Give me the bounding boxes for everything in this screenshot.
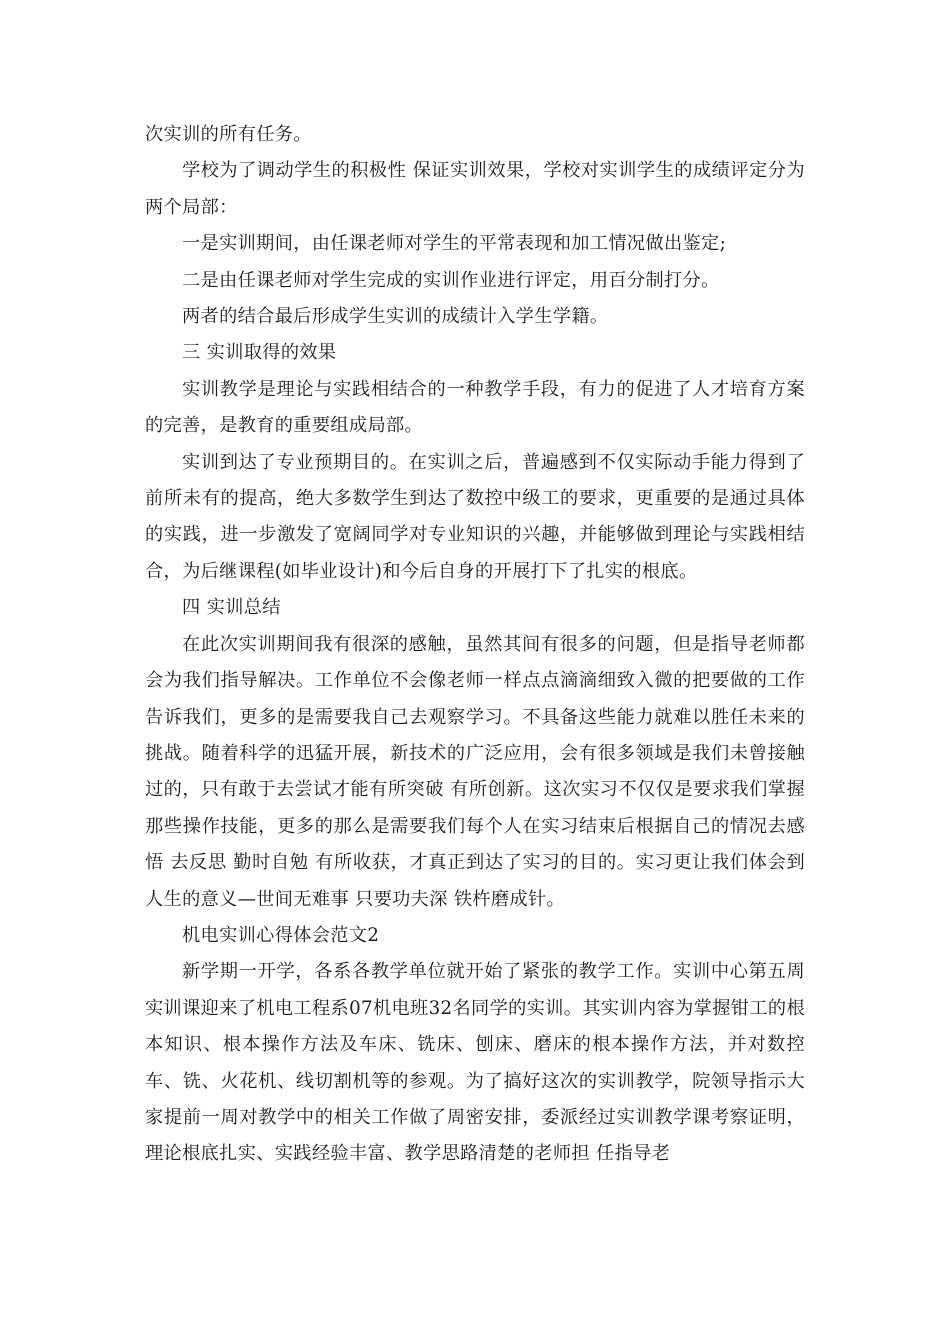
paragraph-grading: 学校为了调动学生的积极性 保证实训效果，学校对实训学生的成绩评定分为两个局部：: [145, 160, 805, 218]
paragraph-sample-two: 新学期一开学，各系各教学单位就开始了紧张的教学工作。实训中心第五周实训课迎来了机电工程系07机电班32名同学的实训。其实训内容为掌握钳工的根本知识、根本操作方法及车床、铣床、刨床、磨床的根本操作方法，并对数控车、铣、火花机、线切割机等的参观。为了搞好这次的实训教学，院领导指示大家提前一周对教学中的相关工作做了周密安排，委派经过实训教学课考察证明， 理论根底扎实、实践经验丰富、教学思路清楚的老师担 任指导老: [145, 961, 805, 1165]
section-heading-summary: 四 实训总结: [182, 597, 281, 619]
paragraph-summary: 在此次实训期间我有很深的感触，虽然其间有很多的问题，但是指导老师都会为我们指导解决。工作单位不会像老师一样点点滴滴细致入微的把要做的工作告诉我们，更多的是需要我自己去观察学习。不具备这些能力就难以胜任未来的挑战。随着科学的迅猛开展，新技术的广泛应用，会有很多领域是我们未曾接触过的，只有敢于去尝试才能有所突破 有所创新。这次实习不仅仅是要求我们掌握那些操作技能，更多的那么是需要我们每个人在实习结束后根据自己的情况去感悟 去反思 勤时自勉 有所收获，才真正到达了实习的目的。实习更让我们体会到人生的意义—世间无难事 只要功夫深 铁杵磨成针。: [145, 633, 805, 910]
paragraph-grading-part-two: 二是由任课老师对学生完成的实训作业进行评定，用百分制打分。: [182, 269, 720, 291]
section-heading-sample-two: 机电实训心得体会范文2: [182, 924, 380, 946]
paragraph-grading-combined: 两者的结合最后形成学生实训的成绩计入学生学籍。: [182, 306, 609, 328]
document-body: [145, 117, 805, 1173]
section-heading-effects: 三 实训取得的效果: [182, 342, 337, 364]
paragraph-grading-part-one: 一是实训期间，由任课老师对学生的平常表现和加工情况做出鉴定;: [182, 233, 727, 255]
paragraph-continuation: 次实训的所有任务。: [145, 124, 312, 145]
paragraph-effects-detail: 实训到达了专业预期目的。在实训之后，普遍感到不仅实际动手能力得到了前所未有的提高，绝大多数学生到达了数控中级工的要求，更重要的是通过具体的实践，进一步激发了宽阔同学对专业知识的兴趣，并能够做到理论与实践相结合，为后继课程(如毕业设计)和今后自身的开展打下了扎实的根底。: [145, 451, 805, 582]
paragraph-effects-intro: 实训教学是理论与实践相结合的一种教学手段，有力的促进了人才培育方案的完善，是教育的重要组成局部。: [145, 378, 805, 437]
